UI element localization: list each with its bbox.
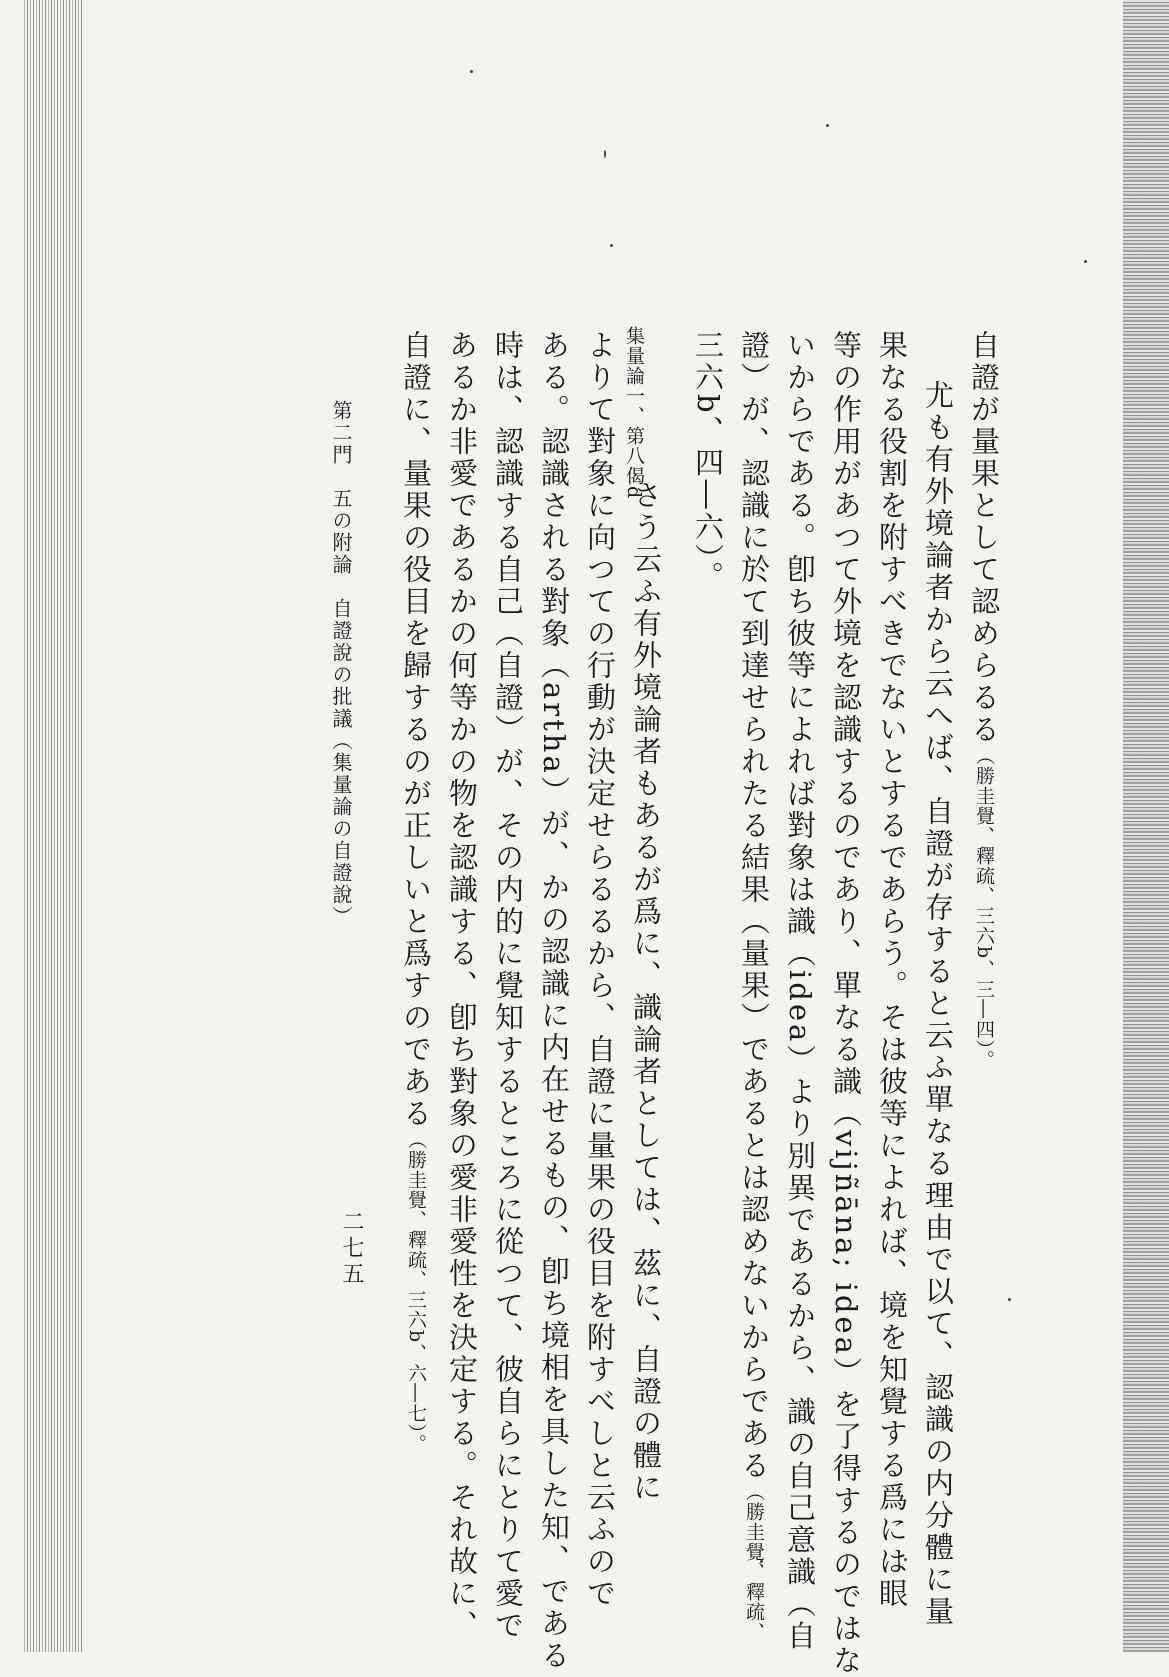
scan-speck <box>610 244 613 247</box>
text-line: あるか非愛であるかの何等かの物を認識する、卽ち對象の愛非愛性を決定する。それ故に、 <box>445 330 479 1642</box>
scan-speck <box>470 70 473 73</box>
source-label: 集量論一、第八偈d <box>623 326 645 500</box>
text-line: いからである。卽ち彼等によれば對象は識（idea）より別異であるから、識の自己意識（自 <box>783 330 817 1653</box>
text-line: さう云ふ有外境論者もあるが爲に、識論者としては、茲に、自證の體に <box>629 480 663 1504</box>
text-line: 果なる役割を附すべきでないとするであらう。そは彼等によれば、境を知覺する爲には眼 <box>875 330 909 1610</box>
scan-page-edge-right <box>1123 0 1169 1652</box>
scan-binding-shadow-left <box>24 0 82 1652</box>
text-line: 時は、認識する自己（自證）が、その内的に覺知するところに從つて、彼自らにとりて愛で <box>491 330 525 1642</box>
scan-speck <box>604 150 606 158</box>
text-line: 尤も有外境論者から云へば、自證が存すると云ふ單なる理由で以て、認識の内分體に量 <box>921 380 955 1628</box>
running-header: 第二門 五の附論 自證說の批議（集量論の自證說） <box>329 400 353 928</box>
text-line: 自證が量果として認めらるる（勝圭覺、釋疏、三六b、三―四）。 <box>967 330 1001 1070</box>
page-number: 二七五 <box>339 1210 364 1288</box>
scan-speck <box>1008 1298 1011 1301</box>
text-line: よりて對象に向つての行動が決定せらるるから、自證に量果の役目を附すべしと云ふので <box>583 330 617 1610</box>
scan-speck <box>1084 260 1087 263</box>
text-line: ある。認識される對象（artha）が、かの認識に内在せるもの、卽ち境相を具した知、である <box>537 330 571 1672</box>
text-line: 證）が、認識に於て到達せられたる結果（量果）であるとは認めないからである（勝圭覺、釋疏、 <box>737 330 771 1642</box>
text-line: 等の作用があつて外境を認識するのであり、單なる識（vijñāna; idea）を了得するのではな <box>829 330 863 1677</box>
text-line: 自證に、量果の役目を歸するのが正しいと爲すのである（勝圭覺、釋疏、三六b、六―七）。 <box>399 330 433 1454</box>
scan-speck <box>826 124 829 127</box>
text-line: 三六b、四―六）。 <box>691 330 725 594</box>
